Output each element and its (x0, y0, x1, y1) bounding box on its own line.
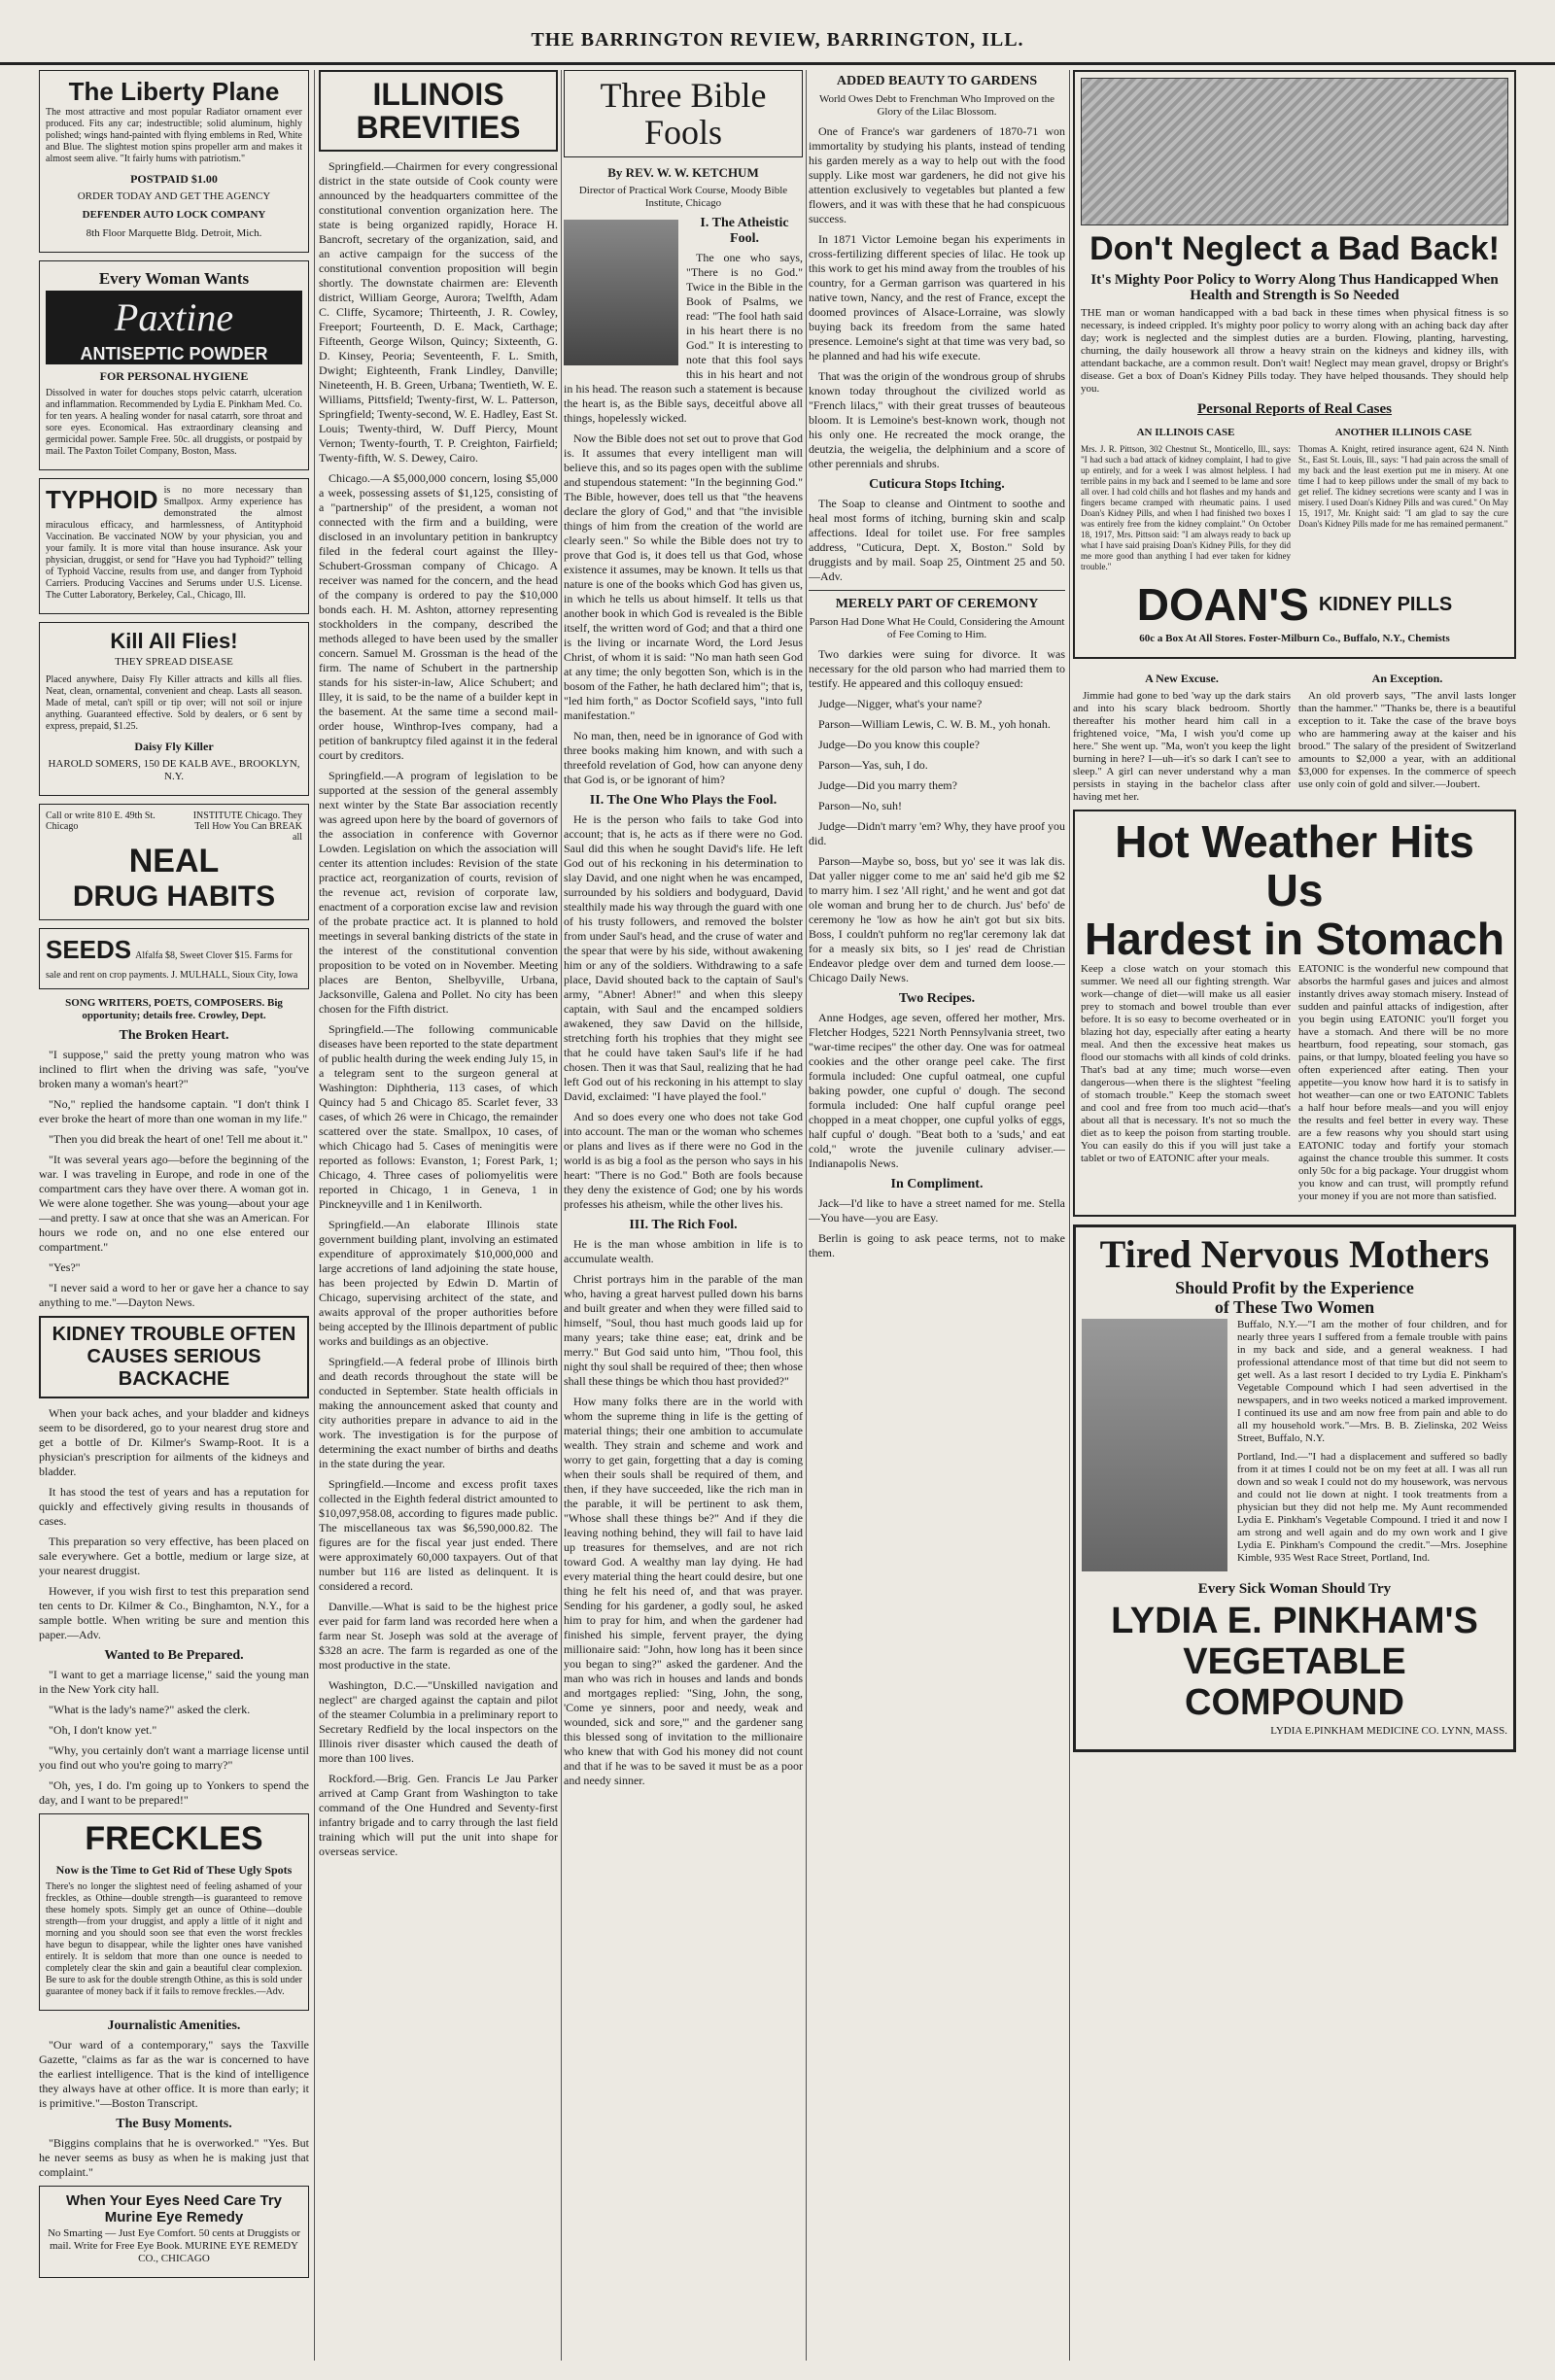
paragraph: "I want to get a marriage license," said the young man in the New York city hall. (39, 1668, 309, 1696)
paragraph: Two darkies were suing for divorce. It was necessary for the old parson who had married them to testify. He appeared and this colloquy ensued: (809, 647, 1065, 690)
busy-title: The Busy Moments. (116, 2117, 232, 2131)
flies-body: Placed anywhere, Daisy Fly Killer attracts and kills all flies. Neat, clean, ornamental, convenient and cheap. Lasts all season. Made of metal, can't spill or tip over; will not soil or injure anything. Guaranteed effective. Sold by dealers, or 6 sent by express, prepaid, $1.25. (46, 674, 302, 732)
liberty-body: The most attractive and most popular Radiator ornament ever produced. Fits any car; indestructible; solid aluminum, highly polished; wings hand-painted with flying emblems in Red, White and Blue. The slightest motion spins propeller arm and makes it almost seem alive. "It fairly hums with patriotism." (46, 107, 302, 164)
broken-heart-title: The Broken Heart. (119, 1028, 229, 1043)
brevities-title-2: BREVITIES (356, 110, 521, 145)
ceremony-title: MERELY PART OF CEREMONY (835, 597, 1039, 611)
freckles-ad (39, 1813, 309, 2011)
paragraph: However, if you wish first to test this preparation send ten cents to Dr. Kilmer & Co., Binghamton, N.Y., for a sample bottle. When writing be sure and mention this paper.—Adv. (39, 1584, 309, 1641)
paragraph: Springfield.—Chairmen for every congressional district in the state outside of Cook county were announced by the headquarters committee of the constitutional convention organization here. The state is being organized rapidly, Horace H. Bancroft, secretary of the organization, said, and an active campaign for the success of the constitutional convention proposition will begin shortly. The downstate chairmen are: Eleventh district, William George, Aurora; Twelfth, Adam C. Cliffe, Sycamore; Thirteenth, J. R. Cowley, Freeport; Fourteenth, D. E. Mack, Carthage; Fifteenth, George Wilson, Quincy; Sixteenth, G. D. Kinsey, Peoria; Seventeenth, F. L. Smith, Dwight; Eighteenth, Frank Lindley, Danville; Nineteenth, H. B. Green, Urbana; Twentieth, W. E. Williams, Pittsfield; Twenty-first, W. L. Patterson, Springfield; Twenty-second, W. E. Hadley, East St. Louis; Twenty-third, W. Duff Piercy, Mount Vernon; Twenty-fourth, T. P. Creighton, Fairfield; Twenty-fifth, W. S. Dewey, Cairo. (319, 159, 558, 465)
freckles-title: FRECKLES (85, 1820, 263, 1857)
paragraph: "I never said a word to her or gave her a chance to say anything to me."—Dayton News. (39, 1281, 309, 1309)
pinkham-sub-2: of These Two Women (1214, 1297, 1375, 1317)
fools-section-1: I. The Atheistic Fool. (700, 216, 789, 246)
paxtine-body: Dissolved in water for douches stops pelvic catarrh, ulceration and inflammation. Recommended by Lydia E. Pinkham Med. Co. for ten years. A healing wonder for nasal catarrh, sore throat and sore eyes. Economical. Has extraordinary cleansing and germicidal power. Sample Free. 50c. all druggists, or postpaid by mail. The Paxton Toilet Company, Boston, Mass. (46, 388, 302, 457)
liberty-title: The Liberty Plane (68, 77, 280, 106)
beauty-sub: World Owes Debt to Frenchman Who Improved on the Glory of the Lilac Blossom. (818, 93, 1055, 118)
column-4 (809, 70, 1065, 2361)
paragraph: Judge—Do you know this couple? (818, 738, 980, 751)
pinkham-tag: Every Sick Woman Should Try (1197, 1581, 1392, 1597)
paragraph: Washington, D.C.—"Unskilled navigation and neglect" are charged against the captain and pilot of the steamer Columbia in a preliminary report to Secretary Redfield by the local inspectors on the Illinois river disaster which caused the death of more than 100 lives. (319, 1678, 558, 1765)
fools-title-2: Fools (643, 113, 723, 152)
prepared-title: Wanted to Be Prepared. (104, 1648, 244, 1663)
paragraph: That was the origin of the wondrous group of shrubs known today throughout the civilized world as "French lilacs," with their great trusses of beauteous bloom. It is Lemoine's best-known work, though not his only one. He recreated the mock orange, the deutzia, the weigelia, the delphinium and a score of other perennials and shrubs. (809, 369, 1065, 470)
column-5 (1073, 70, 1516, 2361)
paragraph: Judge—Nigger, what's your name? (818, 697, 983, 710)
pinkham-sub-1: Should Profit by the Experience (1175, 1278, 1414, 1297)
paragraph: No man, then, need be in ignorance of God with three books making him known, and with such a threefold revelation of God, how can anyone deny that God is, or be ignorant of him? (564, 729, 803, 786)
songwriters-ad: SONG WRITERS, POETS, COMPOSERS. Big opportunity; details free. Crowley, Dept. (65, 997, 283, 1021)
cuticura-title: Cuticura Stops Itching. (869, 477, 1005, 492)
murine-body: No Smarting — Just Eye Comfort. 50 cents at Druggists or mail. Write for Free Eye Book. MURINE EYE REMEDY CO., CHICAGO (47, 2227, 300, 2264)
flies-maker: HAROLD SOMERS, 150 DE KALB AVE., BROOKLYN, N.Y. (48, 758, 300, 782)
case-2-text: Thomas A. Knight, retired insurance agent, 624 N. Ninth St., East St. Louis, Ill., says: "I had pain across the small of my back and the least exertion put me in misery. At one time I had to keep pillows under the small of my back to get relief. The kidney secretions were scanty and I was in misery. I used Doan's Kidney Pills and was cured." On May 15, 1917, Mr. Knight said: "I am glad to say the cure Doan's Kidney Pills made for me has remained permanent." (1298, 444, 1508, 529)
paxtine-head: Every Woman Wants (98, 269, 250, 288)
paragraph: Parson—Maybe so, boss, but yo' see it was lak dis. Dat yaller nigger come to me an' said he'd gib me $2 to marry him. I sez 'All right,' and he went and got dat ole woman and brung her to de church. Jus' befo' de ceremony he 'low as how he ain't got but six bits. Boss, I couldn't puhform no reg'lar ceremony lak dat for a measly six bits, so I jes' read de Christian Endeavor pledge over dem and turned dem loose.—Chicago Daily News. (809, 854, 1065, 984)
eatonic-headline-2: Hardest in Stomach (1085, 914, 1504, 964)
paragraph: He is the person who fails to take God into account; that is, he acts as if there were no God. Saul did this when he sought David's life. He left God out of his reckoning in his determination to slay David, and one night when he was encamped, surrounded by his soldiers and bodyguard, David stealthily made his way through the guard with one of his trusty followers, and removed the bolster from under Saul's head, and the cruse of water and the spear that were by his side, without awakening him or any of the soldiers. Withdrawing to a safe place, David shouted back to the captain of Saul's army, "Abner! Abner!" and when this sleepy captain, with Saul and the encamped soldiers awakened, they saw David on the hillside, stretching forth his trophies that they might see that he could have taken Saul's life if he had chosen. Then it was that Saul, realizing that he had left God out of his reckoning in his attempt to slay David, exclaimed: "I have played the fool." (564, 812, 803, 1103)
typhoid-ad (39, 478, 309, 614)
pinkham-brand-1: LYDIA E. PINKHAM'S (1111, 1601, 1478, 1641)
paragraph: Parson—Yas, suh, I do. (818, 758, 928, 772)
fools-affiliation: Director of Practical Work Course, Moody Bible Institute, Chicago (578, 185, 788, 209)
paragraph: "What is the lady's name?" asked the clerk. (49, 1703, 251, 1716)
paragraph: Chicago.—A $5,000,000 concern, losing $5,000 a week, possessing assets of $1,125, consisting of a "partnership" of the president, a woman not connected with the firm and a building, were disclosed in an involuntary petition in bankruptcy filed in the federal court against the Illey-Schubert-Grossman company of Chicago. A receiver was named for the concern, and the head of the company is ordered to pay the $10,000 bonds each. H. M. Ashton, attorney representing stockholders in the company, described the methods alleged to have been used by the smaller concern. Samuel M. Grossman is the head of the firm. The name of Schubert in the partnership stands for his sister-in-law, Alice Schubert; and Illey, it is said, to be the name of a builder kept in the basement. At the same time a second mail-order house, Winthrop-Ives company, had a petition of bankruptcy filed against it in the federal court by creditors. (319, 471, 558, 762)
kidney-trouble-ad (39, 1316, 309, 1398)
author-portrait (564, 220, 678, 365)
case-2-title: ANOTHER ILLINOIS CASE (1334, 427, 1472, 438)
doans-sub: It's Mighty Poor Policy to Worry Along Thus Handicapped When Health and Strength is So Needed (1090, 272, 1499, 303)
column-1 (39, 70, 309, 2361)
eatonic-headline-1: Hot Weather Hits Us (1115, 816, 1474, 915)
cuticura-body: The Soap to cleanse and Ointment to soothe and heal most forms of itching, burning skin and scalp affections. Ideal for toilet use. For free samples address, "Cuticura, Dept. X, Boston." Sold by druggists and by mail. Soap 25, Ointment 25 and 50.—Adv. (809, 497, 1065, 583)
compliment-title: In Compliment. (890, 1177, 984, 1191)
ceremony-sub: Parson Had Done What He Could, Considering the Amount of Fee Coming to Him. (809, 616, 1065, 640)
column-3 (564, 70, 803, 2361)
brevities-heading (319, 70, 558, 152)
kidney-title-1: KIDNEY TROUBLE OFTEN (52, 1324, 296, 1345)
typhoid-title: TYPHOID (46, 485, 158, 514)
masthead-title: THE BARRINGTON REVIEW, BARRINGTON, ILL. (531, 29, 1024, 51)
paragraph: Rockford.—Brig. Gen. Francis Le Jau Parker arrived at Camp Grant from Washington to take command of the One Hundred and Seventy-first infantry brigade and to carry through the last field training which will put the unit into shape for overseas service. (319, 1772, 558, 1858)
paxtine-name: Paxtine (46, 291, 302, 344)
farm-illustration (1081, 78, 1508, 225)
paragraph: "It was several years ago—before the beginning of the war. I was traveling in Europe, and rode in one of the compartment cars they have over there. A woman got in. We were alone together. She was young—about your age—and pretty. I saw at once that she was an American. For hours we rode on, and no one else entered our compartment." (39, 1153, 309, 1254)
paragraph: Parson—No, suh! (818, 799, 902, 812)
seeds-ad (39, 928, 309, 989)
paragraph: One of France's war gardeners of 1870-71 won immortality by studying his plants, instead of tending his garden merely as a way to help out with the food supply. Like most war gardeners, he did not give his attention exclusively to vegetables but planted a few flowers, and it was with these that he had conspicuous success. (809, 124, 1065, 225)
paragraph: When your back aches, and your bladder and kidneys seem to be disordered, go to your nearest drug store and get a bottle of Dr. Kilmer's Swamp-Root. It is a physician's prescription for ailments of the kidneys and bladder. (39, 1406, 309, 1478)
brevities-title-1: ILLINOIS (372, 77, 504, 112)
eatonic-left: Keep a close watch on your stomach this summer. We need all our fighting strength. War work—change of diet—will make us all easier prey to stomach and bowel trouble than ever before. It is so easy to become overheated or in blazing hot day, especially after eating a hearty meal. And then the excessive heat makes us flood our stomachs with all kinds of cold drinks. That's bad at any time; much worse—even dangerous—when there is the slightest "feeling of stomach trouble." Keep the stomach sweet and cool and free from too much acid—that's about all that is necessary. It's not so much the diet as to keep the poison from starting trouble. You can easily do this if you will just take a tablet or two of EATONIC after your meals. (1081, 963, 1291, 1164)
kidney-title-2: CAUSES SERIOUS BACKACHE (86, 1346, 261, 1390)
paragraph: And so does every one who does not take God into account. The man or the woman who schemes or plans and lives as if there were no God in the world is as big a fool as the person who says in his heart: "There is no God." Both are fools because they deny the existence of God; one by his words professes his atheism, while the other lives his. (564, 1110, 803, 1211)
new-excuse (1073, 667, 1291, 810)
neal-left: Call or write 810 E. 49th St. Chicago (46, 811, 156, 832)
doans-reports: Personal Reports of Real Cases (1197, 401, 1392, 417)
fools-title-1: Three Bible (600, 76, 767, 115)
pinkham-ad (1073, 1224, 1516, 1752)
journalistic-title: Journalistic Amenities. (107, 2018, 241, 2033)
doans-footer: 60c a Box At All Stores. Foster-Milburn Co., Buffalo, N.Y., Chemists (1139, 633, 1450, 644)
column-rule (561, 70, 562, 2361)
exception-body: An old proverb says, "The anvil lasts longer than the hammer." "Thanks be, there is a beautiful exception to it. Take the case of the brave boys who are hammering away at the kaiser and his brood." The salary of the president of Switzerland amounts to $2,000 a year, with an additional $3,000 for expenses. In the commerce of speech use only coin of gold and silver.—Joubert. (1298, 690, 1516, 790)
fools-section-3: III. The Rich Fool. (629, 1218, 738, 1232)
neal-institute-ad (39, 804, 309, 920)
doans-ad (1073, 70, 1516, 659)
column-2 (319, 70, 558, 2361)
pinkham-maker: LYDIA E.PINKHAM MEDICINE CO. LYNN, MASS. (1270, 1725, 1507, 1737)
paragraph: In 1871 Victor Lemoine began his experiments in cross-fertilizing different species of lilac. He took up this work to get his mind away from the troubles of his country, for a German garrison was quartered in his native town, Nancy, and the rest of France, except the doomed provinces of Alsace-Lorraine, was slowly buying back its freedom from the same hated presence. Lemoine's sight at that time was very bad, so he planned and had his wife execute. (809, 232, 1065, 362)
beauty-text (809, 124, 1065, 471)
beauty-title: ADDED BEAUTY TO GARDENS (836, 74, 1038, 88)
paragraph: Springfield.—An elaborate Illinois state government building plant, involving an estimated expenditure of approximately $10,000,000 and large accretions of land adjoining the state house, has been projected by Edwin D. Martin of Chicago, supervising architect of the state, and awaits approval of the proper authorities before being accepted by the Illinois department of public works and buildings as an objective. (319, 1218, 558, 1348)
neal-big: NEAL (128, 843, 220, 880)
kidney-trouble-text (39, 1406, 309, 1642)
paragraph: "I suppose," said the pretty young matron who was inclined to flirt when the driving was safe, "you've broken many a woman's heart?" (39, 1048, 309, 1090)
paragraph: This preparation so very effective, has been placed on sale everywhere. Get a bottle, medium or large size, at your nearest druggist. (39, 1535, 309, 1577)
divider (809, 590, 1065, 591)
murine-title: When Your Eyes Need Care Try Murine Eye Remedy (65, 2192, 283, 2225)
paragraph: Now the Bible does not set out to prove that God is. It assumes that every intelligent man will believe this, and so its pages open with the sublime and stupendous statement: "In the beginning God." The Bible, however, does tell us that "the heavens declare the glory of God," and that "the invisible things of him from the creation of the world are clearly seen." So while the Bible does not try to prove that God is, it does tell us that God, whose existence it assumes, may be known. It tells us that nature is one of the books which God has given us, in which he tells us about himself. It tells us that another book in which God is revealed is the Bible itself, the written word of God; and that a third one is the living or incarnate Word, the Lord Jesus Christ, of whom it is said: "No man hath seen God at any time; the only begotten Son, which is in the bosom of the Father, he hath declared him"; that is, "led him forth," as Doctor Scofield says, "into full manifestation." (564, 431, 803, 722)
case-1-title: AN ILLINOIS CASE (1136, 427, 1235, 438)
paragraph: Springfield.—The following communicable diseases have been reported to the state department of public health during the week ending July 15, in a telegram sent to the surgeon general at Washington: Diphtheria, 113 cases, of which Quincy had 5 and Chicago 85. Scarlet fever, 33 cases, of which 26 were in Chicago, the remainder scattered over the state. Smallpox, 10 cases, of which Chicago had 5. Cases of meningitis were reported as follows: Evanston, 1; Forest Park, 1; Chicago, 4. Three cases of poliomyelitis were reported in Chicago, 1 in Geneva, 1 in Pinckneyville and 1 in Kenilworth. (319, 1022, 558, 1211)
berlin-line: Berlin is going to ask peace terms, not to make them. (809, 1231, 1065, 1259)
pinkham-testimonial-1: Buffalo, N.Y.—"I am the mother of four children, and for nearly three years I suffered from a female trouble with pains in my back and side, and a general weakness. I had professional attendance most of that time but did not seem to get well. As a last resort I decided to try Lydia E. Pinkham's Vegetable Compound which I had seen advertised in the newspapers, and in two weeks noticed a marked improvement. I continued its use and am now free from pain and able to do all my household work."—Mrs. B. B. Zielinska, 202 Weiss Street, Buffalo, N.Y. (1237, 1319, 1507, 1444)
liberty-company: DEFENDER AUTO LOCK COMPANY (82, 209, 266, 221)
brevities-text (319, 159, 558, 1859)
doans-body: THE man or woman handicapped with a bad back in these times when physical fitness is so necessary, is indeed crippled. It's mighty poor policy to worry along with an aching back day after day; work is neglected and the simplest duties are a burden. Flowing, planting, harvesting, churning, the daily housework all throw a heavy strain on the kidneys and kidney ills, with attendant backache, are a common result. Don't wait! Neglect may mean gravel, dropsy or Bright's disease. Get a box of Doan's Kidney Pills today. They have helped thousands. They should help you. (1081, 307, 1508, 395)
typhoid-body: is no more necessary than Smallpox. Army experience has demonstrated the almost miraculous efficacy, and harmlessness, of Antityphoid Vaccination. Be vaccinated NOW by your physician, you and your family. It is more vital than house insurance. Ask your physician, druggist, or send for "Have you had Typhoid?" telling of Typhoid Vaccine, results from use, and danger from Typhoid Carriers. Producing Vaccines and Serums under U.S. License. The Cutter Laboratory, Berkeley, Cal., Chicago, Ill. (46, 485, 302, 601)
paragraph: "Why, you certainly don't want a marriage license until you find out who you're going to marry?" (39, 1743, 309, 1772)
neal-right: INSTITUTE Chicago. They Tell How You Can BREAK all (192, 811, 302, 843)
paragraph: Parson—William Lewis, C. W. B. M., yoh honah. (818, 717, 1051, 731)
an-exception (1298, 667, 1516, 810)
seeds-big: SEEDS (46, 935, 132, 964)
recipes-title: Two Recipes. (898, 991, 976, 1006)
paragraph: Christ portrays him in the parable of the man who, having a great harvest pulled down his barns and built greater and when they were filled said to himself, "Soul, thou hast much goods laid up for many years; take thine ease; eat, drink and be merry." But God said unto him, "Thou fool, this night thy soul shall be required of thee; then whose shall these things be which thou hast provided?" (564, 1272, 803, 1388)
paragraph: It has stood the test of years and has a reputation for quickly and effectively giving results in thousands of cases. (39, 1485, 309, 1528)
liberty-order: ORDER TODAY AND GET THE AGENCY (77, 190, 271, 202)
liberty-price: POSTPAID $1.00 (130, 172, 218, 186)
page-header (0, 29, 1555, 65)
paxtine-ad (39, 260, 309, 470)
broken-heart-story (39, 1048, 309, 1310)
paragraph: "Oh, yes, I do. I'm going up to Yonkers to spend the day, and I want to be prepared!" (39, 1778, 309, 1807)
flies-brand: Daisy Fly Killer (134, 740, 214, 753)
eatonic-right: EATONIC is the wonderful new compound that absorbs the harmful gases and juices and almost instantly drives away stomach misery. Instead of sudden and painful attacks of indigestion, after you begin using EATONIC you'll forget you have a stomach. And there will be no more heartburn, food repeating, sour stomach, gas pains, or that lumpy, bloated feeling you have so often experienced after eating. Then your appetite—you know how hard it is to satisfy in hot weather—can one or two EATONIC Tablets a half hour before meals—and you will enjoy the results and feel better in every way. These are a few reasons why you should start using EATONIC today and fortify your stomach against the chance trouble this summer. It costs only 50c for a big package. Your druggist whom you know and can trust, will promptly refund your money if you are not more than satisfied. (1298, 963, 1508, 1202)
paragraph: "No," replied the handsome captain. "I don't think I ever broke the heart of more than one woman in my life." (39, 1097, 309, 1125)
freckles-sub: Now is the Time to Get Rid of These Ugly Spots (55, 1863, 293, 1877)
liberty-address: 8th Floor Marquette Bldg. Detroit, Mich. (86, 227, 262, 239)
pinkham-headline: Tired Nervous Mothers (1099, 1232, 1490, 1276)
bible-fools-heading (564, 70, 803, 157)
excuse-title: A New Excuse. (1145, 672, 1219, 685)
fools-section-3-text (564, 1237, 803, 1788)
column-rule (1069, 70, 1070, 2361)
flies-tag: THEY SPREAD DISEASE (115, 656, 233, 668)
doans-brand: DOAN'S (1136, 579, 1309, 630)
case-1-text: Mrs. J. R. Pittson, 302 Chestnut St., Monticello, Ill., says: "I had such a bad attack of kidney complaint, I had to give up entirely, and for a week I was almost helpless. I had terrible pains in my back and I seemed to be lame and sore all over. I had cold chills and hot flashes and my hands and fingers became cramped with rheumatic pains. I used Doan's Kidney Pills, and when I had finished two boxes I was entirely free from the kidney complaint." On October 18, 1917, Mrs. Pittson said: "I am always ready to back up what I have said praising Doan's Kidney Pills, for they did me more good than anything I had ever taken for kidney trouble." (1081, 444, 1291, 571)
ceremony-text (809, 647, 1065, 985)
exception-title: An Exception. (1371, 672, 1443, 685)
illinois-case-1 (1081, 421, 1291, 578)
busy-body: "Biggins complains that he is overworked." "Yes. But he never seems as busy as when he is making just that complaint." (39, 2136, 309, 2179)
pinkham-testimonial-2: Portland, Ind.—"I had a displacement and suffered so badly from it at times I could not be on my feet at all. I was all run down and so weak I could not do my housework, was nervous and could not lie down at night. I took treatments from a physician but they did not help me. My Aunt recommended Lydia E. Pinkham's Vegetable Compound. I tried it and now I am strong and well again and do my own work and I give Lydia E. Pinkham's Compound the credit."—Mrs. Josephine Kimble, 935 West Race Street, Portland, Ind. (1237, 1451, 1507, 1564)
prepared-story (39, 1668, 309, 1808)
journalistic-body: "Our ward of a contemporary," says the Taxville Gazette, "claims as far as the war is concerned to have the earliest intelligence. That is the kind of intelligence they always have at other office. It is more than early; it is primitive."—Boston Transcript. (39, 2038, 309, 2110)
paragraph: Springfield.—A program of legislation to be supported at the session of the general assembly next winter by the State Bar association recently was agreed upon here by the board of governors of the association in conference with Governor Lowden. Legislation on which the association will center its attention includes: Revision of the state practice act, reorganization of courts, revision of the revenue act, revision of corporate law, enactment of a corporation excise law and revision of the probate practice act. It is planned to hold meetings in several banking districts of the state in the interest of the constitutional convention proposition to be voted on in November. Meeting places are Benton, Shelbyville, Urbana, Jacksonville, Galena and Pollet. No city has been chosen for the Fifth district. (319, 769, 558, 1016)
excuse-body: Jimmie had gone to bed 'way up the dark stairs and into his scary black bedroom. Shortly thereafter his mother heard him call in a frightened voice, "Ma, I wish you'd come up here." She went up. "Ma, won't you keep the light burning in here? I—uh—it's so dark I can't see to sleep." A girl can never understand why a man persists in staying in the bachelor class after having met her. (1073, 690, 1291, 803)
liberty-plane-ad (39, 70, 309, 253)
eatonic-ad (1073, 810, 1516, 1217)
pinkham-brand-2: VEGETABLE COMPOUND (1183, 1641, 1406, 1723)
murine-ad (39, 2186, 309, 2278)
paragraph: Springfield.—Income and excess profit taxes collected in the Eighth federal district amounted to $10,097,958.08, according to figures made public. The miscellaneous tax was $6,590,000.82. The figures are for the fiscal year just ended. There were approximately 60,000 taxpayers. Out of that number but 116 are listed as delinquent. It is considered a record. (319, 1477, 558, 1593)
paragraph: Judge—Didn't marry 'em? Why, they have proof you did. (809, 819, 1065, 847)
recipes-body: Anne Hodges, age seven, offered her mother, Mrs. Fletcher Hodges, 5221 North Pennsylvania street, two "war-time recipes" the other day. One was for oatmeal cookies and the other orange peel cake. The first formula included: One cupful oatmeal, one cupful baking powder, one cupful o' dough. The second formula included: One half cupful orange peel chopped in a meat chopper, one cupful yolks of eggs, half cupful o' dough. "Beat both to a 'suds,' and eat cold," wrote the juvenile culinary adviser.—Indianapolis News. (809, 1011, 1065, 1170)
fools-section-2-text (564, 812, 803, 1212)
fools-byline: By REV. W. W. KETCHUM (607, 165, 759, 180)
mother-child-illustration (1082, 1319, 1227, 1571)
paragraph: Danville.—What is said to be the highest price ever paid for farm land was recorded here when a farm near St. Joseph was sold at the average of $328 an acre. The farm is regarded as one of the most productive in the state. (319, 1600, 558, 1672)
drug-habits: DRUG HABITS (72, 880, 276, 913)
paragraph: Springfield.—A federal probe of Illinois birth and death records throughout the state will be conducted in September. State health officials in making the announcement asked that county and city authorities prepare in advance to aid in the work. The investigation is for the purpose of determining the exact number of births and deaths in the state during the year. (319, 1355, 558, 1470)
paxtine-sub: FOR PERSONAL HYGIENE (99, 369, 249, 383)
doans-headline: Don't Neglect a Bad Back! (1089, 230, 1500, 267)
paragraph: Judge—Did you marry them? (818, 778, 957, 792)
paragraph: The one who says, "There is no God." Twice in the Bible in the Book of Psalms, we read: "The fool hath said in his heart there is no God." It is interesting to note that this fool says this in his heart and not in his head. The reason such a statement is because the heart is, as the Bible says, deceitful above all things, hopelessly wicked. (564, 251, 803, 425)
paragraph: How many folks there are in the world with whom the supreme thing in life is the getting of material things; their one ambition to accumulate wealth. They strain and scheme and work and worry to get gain, forgetting that a day is coming when their souls shall be required of them, and then, if they have succeeded, like the rich man in the parable, it will be pertinent to ask them, "Whose shall these things be?" And if they die leaving nothing behind, they will fail to have laid up treasures for themselves, and are not rich toward God. A wealthy man lay dying. He had every material thing the heart could desire, but one thing he felt his need of, and that was prayer. Sending for his gardener, a godly soul, he asked him to pray for him, and when the gardener had finished his simple, fervent prayer, the dying millionaire said: "John, how long has it been since you began to sing?" asked the gardener. And the man who was rich in houses and lands and bonds and mortgages replied: "Sing, John, the song, 'Come ye sinners, poor and needy, weak and wounded, sick and sore,'" and the gardener sang this blessed song of invitation to the millionaire who knew that with God his money did not count and that if he was to be saved it must be as a poor and needy sinner. (564, 1395, 803, 1787)
paragraph: "Then you did break the heart of one! Tell me about it." (49, 1132, 308, 1146)
compliment-body: Jack—I'd like to have a street named for me. Stella—You have—you are Easy. (809, 1196, 1065, 1224)
paragraph: "Yes?" (49, 1260, 81, 1274)
paragraph: He is the man whose ambition in life is to accumulate wealth. (564, 1237, 803, 1265)
freckles-body: There's no longer the slightest need of feeling ashamed of your freckles, as Othine—double strength—is guaranteed to remove these homely spots. Simply get an ounce of Othine—double strength—from your druggist, and apply a little of it night and morning and you should soon see that even the worst freckles have begun to disappear, while the lighter ones have vanished entirely. It is seldom that more than one ounce is needed to completely clear the skin and gain a beautiful clear complexion. Be sure to ask for the double strength Othine, as this is sold under guarantee of money back if it fails to remove freckles.—Adv. (46, 1881, 302, 1997)
doans-brand-2: KIDNEY PILLS (1318, 593, 1453, 615)
column-rule (314, 70, 315, 2361)
paxtine-tag: ANTISEPTIC POWDER (46, 344, 302, 364)
fools-section-2: II. The One Who Plays the Fool. (589, 793, 778, 808)
paragraph: "Oh, I don't know yet." (49, 1723, 157, 1737)
flies-title: Kill All Flies! (110, 629, 238, 653)
seeds-body: Alfalfa $8, Sweet Clover $15. Farms for sale and rent on crop payments. J. MULHALL, Sioux City, Iowa (46, 950, 298, 981)
fly-killer-ad (39, 622, 309, 796)
illinois-case-2 (1298, 421, 1508, 578)
column-rule (806, 70, 807, 2361)
